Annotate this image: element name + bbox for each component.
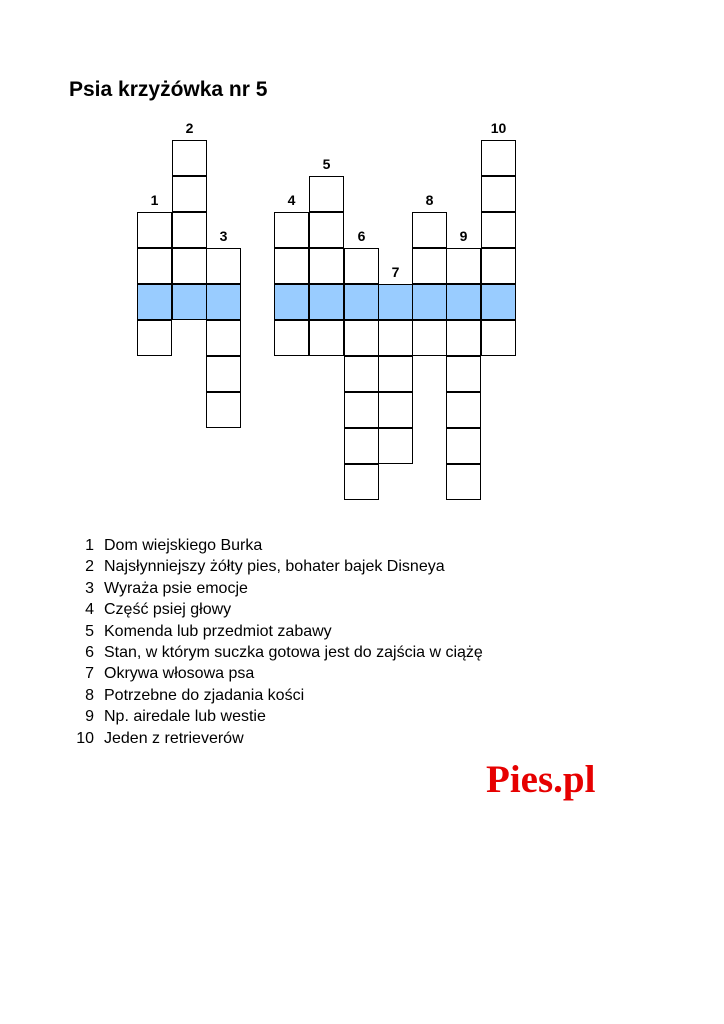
clue-number: 3 <box>85 579 94 597</box>
crossword-cell[interactable] <box>481 284 516 320</box>
crossword-cell[interactable] <box>309 248 344 284</box>
clue-item <box>0 621 600 643</box>
clue-number-label: 8 <box>425 192 434 208</box>
crossword-cell[interactable] <box>378 428 413 464</box>
clue-number-label: 5 <box>322 156 331 172</box>
crossword-cell[interactable] <box>137 320 172 356</box>
crossword-cell[interactable] <box>412 212 447 248</box>
crossword-cell[interactable] <box>412 320 447 356</box>
clue-item <box>0 663 600 685</box>
crossword-cell[interactable] <box>274 248 309 284</box>
clue-number: 1 <box>85 537 94 554</box>
clue-number: 2 <box>85 558 94 576</box>
clue-number-label: 2 <box>185 120 194 136</box>
crossword-cell[interactable] <box>344 356 379 392</box>
crossword-cell[interactable] <box>344 248 379 284</box>
clue-item <box>0 599 600 621</box>
clue-number-label: 3 <box>219 228 228 244</box>
clue-number: 8 <box>85 686 94 704</box>
clue-text: Wyraża psie emocje <box>104 579 248 597</box>
crossword-cell[interactable] <box>274 212 309 248</box>
crossword-cell[interactable] <box>446 284 481 320</box>
crossword-cell[interactable] <box>344 428 379 464</box>
crossword-cell[interactable] <box>481 212 516 248</box>
crossword-cell[interactable] <box>309 176 344 212</box>
clue-item <box>0 642 600 664</box>
clue-text: Jeden z retrieverów <box>104 729 244 747</box>
crossword-cell[interactable] <box>481 320 516 356</box>
clue-text: Część psiej głowy <box>104 601 232 619</box>
crossword-cell[interactable] <box>274 284 309 320</box>
clue-number-label: 10 <box>490 120 507 136</box>
clue-number-label: 4 <box>287 192 296 208</box>
clue-text: Np. airedale lub westie <box>104 708 266 726</box>
crossword-cell[interactable] <box>481 176 516 212</box>
clue-number: 4 <box>85 601 94 619</box>
crossword-cell[interactable] <box>172 284 207 320</box>
clue-text: Komenda lub przedmiot zabawy <box>104 622 332 640</box>
clue-text: Stan, w którym suczka gotowa jest do zajścia w ciążę <box>104 644 483 661</box>
crossword-cell[interactable] <box>378 284 413 320</box>
page-title: Psia krzyżówka nr 5 <box>69 78 268 101</box>
crossword-cell[interactable] <box>206 356 241 392</box>
clue-number-label: 7 <box>391 264 400 280</box>
crossword-cell[interactable] <box>309 320 344 356</box>
clue-number-label: 1 <box>150 192 159 208</box>
crossword-cell[interactable] <box>344 392 379 428</box>
crossword-cell[interactable] <box>172 212 207 248</box>
crossword-cell[interactable] <box>412 248 447 284</box>
crossword-cell[interactable] <box>412 284 447 320</box>
clue-item <box>0 685 600 707</box>
crossword-cell[interactable] <box>206 392 241 428</box>
clue-text: Okrywa włosowa psa <box>104 665 255 683</box>
crossword-cell[interactable] <box>206 284 241 320</box>
crossword-cell[interactable] <box>378 320 413 356</box>
crossword-cell[interactable] <box>344 320 379 356</box>
clue-text: Dom wiejskiego Burka <box>104 537 263 554</box>
crossword-cell[interactable] <box>446 392 481 428</box>
clue-item <box>0 728 600 750</box>
crossword-cell[interactable] <box>172 248 207 284</box>
crossword-cell[interactable] <box>378 392 413 428</box>
crossword-cell[interactable] <box>481 140 516 176</box>
crossword-cell[interactable] <box>446 248 481 284</box>
crossword-cell[interactable] <box>309 284 344 320</box>
crossword-cell[interactable] <box>172 176 207 212</box>
crossword-cell[interactable] <box>446 320 481 356</box>
crossword-cell[interactable] <box>137 284 172 320</box>
clue-text: Potrzebne do zjadania kości <box>104 686 305 704</box>
clue-text: Najsłynniejszy żółty pies, bohater bajek Disneya <box>104 558 445 576</box>
clue-number: 9 <box>85 708 94 726</box>
clue-item <box>0 706 600 728</box>
pies-pl-logo: Pies.pl <box>486 758 596 801</box>
crossword-cell[interactable] <box>481 248 516 284</box>
clue-item <box>0 578 600 600</box>
crossword-cell[interactable] <box>344 284 379 320</box>
clue-number: 5 <box>85 622 94 640</box>
clue-item <box>0 535 600 557</box>
clue-number-label: 6 <box>357 228 366 244</box>
crossword-cell[interactable] <box>378 356 413 392</box>
crossword-cell[interactable] <box>137 212 172 248</box>
crossword-cell[interactable] <box>206 248 241 284</box>
clue-number-label: 9 <box>459 228 468 244</box>
crossword-cell[interactable] <box>446 356 481 392</box>
clue-number: 7 <box>85 665 94 683</box>
crossword-cell[interactable] <box>446 428 481 464</box>
crossword-cell[interactable] <box>446 464 481 500</box>
clue-number: 10 <box>76 729 94 747</box>
crossword-cell[interactable] <box>137 248 172 284</box>
crossword-cell[interactable] <box>344 464 379 500</box>
crossword-cell[interactable] <box>309 212 344 248</box>
crossword-cell[interactable] <box>274 320 309 356</box>
clue-number: 6 <box>85 644 94 661</box>
crossword-cell[interactable] <box>206 320 241 356</box>
crossword-cell[interactable] <box>172 140 207 176</box>
clue-item <box>0 556 600 578</box>
